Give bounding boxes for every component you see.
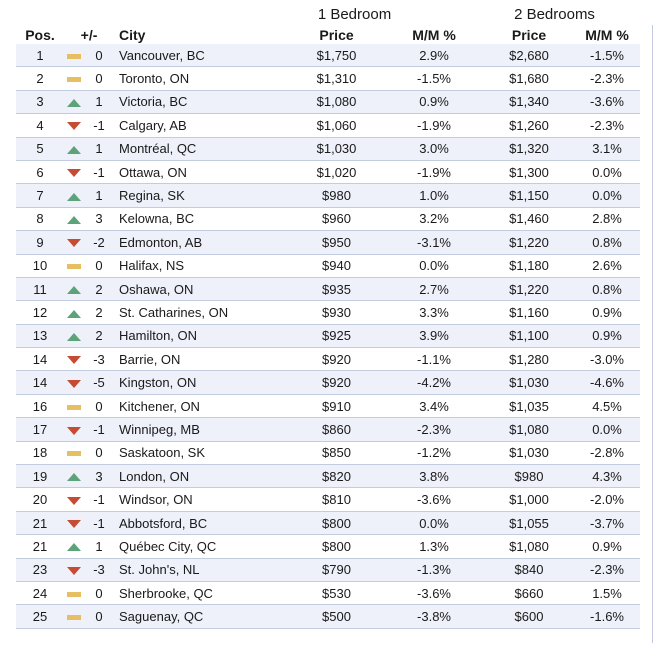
table-row [16,371,640,394]
rank-cell: 16 [16,394,64,417]
city-cell: St. Catharines, ON [114,301,289,324]
trend-icon-cell [64,394,84,417]
table-row [16,558,640,581]
city-cell: Montréal, QC [114,137,289,160]
trend-icon-cell [64,207,84,230]
trend-unchanged-icon [67,451,81,456]
change-cell: 0 [84,441,114,464]
table-row [16,348,640,371]
mm-1bed-cell: -1.2% [384,441,484,464]
trend-icon-cell [64,605,84,628]
change-cell: 3 [84,465,114,488]
header-change: +/- [64,25,114,44]
mm-2bed-cell: -2.3% [574,114,640,137]
price-1bed-cell: $920 [289,371,384,394]
price-1bed-cell: $1,060 [289,114,384,137]
mm-2bed-cell: -2.0% [574,488,640,511]
price-2bed-cell: $1,300 [484,160,574,183]
trend-down-icon [67,520,81,528]
table-row [16,441,640,464]
rank-cell: 3 [16,90,64,113]
change-cell: -3 [84,348,114,371]
trend-icon-cell [64,254,84,277]
price-1bed-cell: $980 [289,184,384,207]
change-cell: -1 [84,160,114,183]
trend-icon-cell [64,465,84,488]
price-1bed-cell: $820 [289,465,384,488]
price-1bed-cell: $1,080 [289,90,384,113]
rank-cell: 6 [16,160,64,183]
city-cell: Winnipeg, MB [114,418,289,441]
trend-down-icon [67,380,81,388]
rank-cell: 21 [16,511,64,534]
city-cell: Hamilton, ON [114,324,289,347]
table-row [16,184,640,207]
mm-1bed-cell: 3.8% [384,465,484,488]
mm-1bed-cell: 1.3% [384,535,484,558]
column-group-header [0,6,669,24]
price-1bed-cell: $850 [289,441,384,464]
mm-1bed-cell: 2.9% [384,44,484,67]
price-1bed-cell: $790 [289,558,384,581]
price-1bed-cell: $1,750 [289,44,384,67]
city-cell: Toronto, ON [114,67,289,90]
price-2bed-cell: $980 [484,465,574,488]
mm-2bed-cell: 2.6% [574,254,640,277]
table-row [16,511,640,534]
city-cell: Saguenay, QC [114,605,289,628]
change-cell: -1 [84,511,114,534]
trend-icon-cell [64,418,84,441]
group-1-bedroom: 1 Bedroom [317,6,392,23]
table-row [16,605,640,628]
change-cell: 2 [84,324,114,347]
mm-1bed-cell: 1.0% [384,184,484,207]
city-cell: Abbotsford, BC [114,511,289,534]
table-row [16,67,640,90]
trend-icon-cell [64,67,84,90]
price-2bed-cell: $840 [484,558,574,581]
mm-2bed-cell: -3.0% [574,348,640,371]
table-row [16,394,640,417]
price-2bed-cell: $660 [484,581,574,604]
mm-2bed-cell: -2.3% [574,67,640,90]
mm-2bed-cell: 0.9% [574,535,640,558]
table-row [16,581,640,604]
header-price-1bed: Price [289,25,384,44]
mm-1bed-cell: 3.4% [384,394,484,417]
price-1bed-cell: $1,020 [289,160,384,183]
city-cell: London, ON [114,465,289,488]
city-cell: St. John's, NL [114,558,289,581]
header-city: City [114,25,289,44]
mm-2bed-cell: -3.6% [574,90,640,113]
mm-1bed-cell: -3.1% [384,231,484,254]
trend-down-icon [67,122,81,130]
price-1bed-cell: $860 [289,418,384,441]
trend-icon-cell [64,371,84,394]
trend-up-icon [67,99,81,107]
trend-down-icon [67,239,81,247]
change-cell: 1 [84,184,114,207]
trend-unchanged-icon [67,405,81,410]
trend-icon-cell [64,90,84,113]
mm-1bed-cell: -1.9% [384,160,484,183]
price-2bed-cell: $1,080 [484,535,574,558]
city-cell: Windsor, ON [114,488,289,511]
city-cell: Vancouver, BC [114,44,289,67]
change-cell: 0 [84,581,114,604]
trend-up-icon [67,193,81,201]
trend-unchanged-icon [67,264,81,269]
trend-unchanged-icon [67,77,81,82]
price-2bed-cell: $1,035 [484,394,574,417]
price-1bed-cell: $800 [289,535,384,558]
change-cell: -1 [84,418,114,441]
trend-up-icon [67,216,81,224]
change-cell: -3 [84,558,114,581]
mm-2bed-cell: -1.6% [574,605,640,628]
mm-1bed-cell: -1.1% [384,348,484,371]
city-cell: Halifax, NS [114,254,289,277]
mm-2bed-cell: 0.8% [574,277,640,300]
price-2bed-cell: $2,680 [484,44,574,67]
price-2bed-cell: $1,680 [484,67,574,90]
rank-cell: 12 [16,301,64,324]
change-cell: -5 [84,371,114,394]
change-cell: -1 [84,488,114,511]
price-1bed-cell: $530 [289,581,384,604]
rank-cell: 21 [16,535,64,558]
mm-2bed-cell: 1.5% [574,581,640,604]
change-cell: 0 [84,605,114,628]
mm-2bed-cell: -3.7% [574,511,640,534]
mm-1bed-cell: -3.6% [384,581,484,604]
table-row [16,418,640,441]
rank-cell: 4 [16,114,64,137]
change-cell: 2 [84,277,114,300]
trend-down-icon [67,427,81,435]
price-2bed-cell: $1,320 [484,137,574,160]
mm-1bed-cell: 0.9% [384,90,484,113]
trend-up-icon [67,286,81,294]
price-2bed-cell: $1,340 [484,90,574,113]
rank-cell: 24 [16,581,64,604]
trend-unchanged-icon [67,615,81,620]
table-row [16,324,640,347]
table-row [16,231,640,254]
mm-1bed-cell: 3.2% [384,207,484,230]
change-cell: 3 [84,207,114,230]
table-row [16,207,640,230]
trend-icon-cell [64,535,84,558]
city-cell: Edmonton, AB [114,231,289,254]
rank-cell: 11 [16,277,64,300]
price-2bed-cell: $1,000 [484,488,574,511]
city-cell: Kingston, ON [114,371,289,394]
trend-unchanged-icon [67,592,81,597]
price-1bed-cell: $1,310 [289,67,384,90]
table-row [16,465,640,488]
price-2bed-cell: $1,150 [484,184,574,207]
mm-2bed-cell: 2.8% [574,207,640,230]
trend-unchanged-icon [67,54,81,59]
change-cell: 0 [84,254,114,277]
price-2bed-cell: $1,460 [484,207,574,230]
mm-1bed-cell: -1.3% [384,558,484,581]
change-cell: 0 [84,394,114,417]
rank-cell: 14 [16,371,64,394]
rank-cell: 23 [16,558,64,581]
city-cell: Victoria, BC [114,90,289,113]
price-2bed-cell: $1,055 [484,511,574,534]
mm-2bed-cell: 0.9% [574,301,640,324]
price-1bed-cell: $940 [289,254,384,277]
price-1bed-cell: $1,030 [289,137,384,160]
trend-icon-cell [64,488,84,511]
price-2bed-cell: $1,100 [484,324,574,347]
rank-cell: 14 [16,348,64,371]
rank-cell: 19 [16,465,64,488]
price-1bed-cell: $500 [289,605,384,628]
group-2-bedrooms: 2 Bedrooms [514,6,595,23]
city-cell: Regina, SK [114,184,289,207]
table-row [16,137,640,160]
header-pos: Pos. [16,25,64,44]
rank-cell: 5 [16,137,64,160]
table-row [16,535,640,558]
mm-2bed-cell: 0.0% [574,184,640,207]
change-cell: -1 [84,114,114,137]
trend-icon-cell [64,301,84,324]
price-1bed-cell: $800 [289,511,384,534]
table-row [16,254,640,277]
price-1bed-cell: $960 [289,207,384,230]
price-2bed-cell: $1,220 [484,277,574,300]
rank-cell: 7 [16,184,64,207]
price-2bed-cell: $600 [484,605,574,628]
mm-1bed-cell: -3.6% [384,488,484,511]
trend-icon-cell [64,44,84,67]
trend-icon-cell [64,511,84,534]
price-2bed-cell: $1,030 [484,441,574,464]
mm-1bed-cell: 3.3% [384,301,484,324]
mm-2bed-cell: 3.1% [574,137,640,160]
mm-2bed-cell: -2.8% [574,441,640,464]
mm-1bed-cell: 0.0% [384,254,484,277]
price-2bed-cell: $1,260 [484,114,574,137]
price-1bed-cell: $920 [289,348,384,371]
trend-icon-cell [64,277,84,300]
mm-1bed-cell: -2.3% [384,418,484,441]
trend-down-icon [67,567,81,575]
mm-2bed-cell: -4.6% [574,371,640,394]
mm-2bed-cell: 0.0% [574,160,640,183]
price-1bed-cell: $935 [289,277,384,300]
change-cell: 0 [84,44,114,67]
header-price-2bed: Price [484,25,574,44]
city-cell: Québec City, QC [114,535,289,558]
price-1bed-cell: $910 [289,394,384,417]
city-cell: Oshawa, ON [114,277,289,300]
trend-icon-cell [64,348,84,371]
table-right-border [652,25,653,643]
price-1bed-cell: $950 [289,231,384,254]
trend-down-icon [67,497,81,505]
mm-1bed-cell: -1.5% [384,67,484,90]
mm-1bed-cell: -1.9% [384,114,484,137]
mm-1bed-cell: -3.8% [384,605,484,628]
table-row [16,301,640,324]
city-cell: Kitchener, ON [114,394,289,417]
rank-cell: 17 [16,418,64,441]
table-row [16,160,640,183]
city-cell: Calgary, AB [114,114,289,137]
rank-cell: 10 [16,254,64,277]
city-cell: Sherbrooke, QC [114,581,289,604]
rank-cell: 9 [16,231,64,254]
change-cell: 1 [84,137,114,160]
trend-icon-cell [64,441,84,464]
price-2bed-cell: $1,160 [484,301,574,324]
mm-2bed-cell: 4.3% [574,465,640,488]
mm-1bed-cell: -4.2% [384,371,484,394]
city-cell: Ottawa, ON [114,160,289,183]
rank-cell: 1 [16,44,64,67]
mm-2bed-cell: 4.5% [574,394,640,417]
mm-1bed-cell: 2.7% [384,277,484,300]
trend-icon-cell [64,581,84,604]
price-2bed-cell: $1,030 [484,371,574,394]
change-cell: 0 [84,67,114,90]
price-2bed-cell: $1,180 [484,254,574,277]
mm-1bed-cell: 3.9% [384,324,484,347]
rank-cell: 18 [16,441,64,464]
price-1bed-cell: $930 [289,301,384,324]
trend-icon-cell [64,184,84,207]
trend-icon-cell [64,231,84,254]
rent-table [16,25,640,629]
trend-up-icon [67,473,81,481]
table-row [16,90,640,113]
change-cell: -2 [84,231,114,254]
mm-2bed-cell: 0.8% [574,231,640,254]
city-cell: Barrie, ON [114,348,289,371]
mm-2bed-cell: 0.9% [574,324,640,347]
price-2bed-cell: $1,080 [484,418,574,441]
trend-icon-cell [64,160,84,183]
trend-icon-cell [64,137,84,160]
rank-cell: 2 [16,67,64,90]
change-cell: 1 [84,90,114,113]
mm-1bed-cell: 3.0% [384,137,484,160]
trend-icon-cell [64,114,84,137]
city-cell: Kelowna, BC [114,207,289,230]
price-1bed-cell: $810 [289,488,384,511]
change-cell: 1 [84,535,114,558]
table-row [16,488,640,511]
header-mm-1bed: M/M % [384,25,484,44]
rank-cell: 25 [16,605,64,628]
mm-2bed-cell: 0.0% [574,418,640,441]
header-mm-2bed: M/M % [574,25,640,44]
city-cell: Saskatoon, SK [114,441,289,464]
trend-up-icon [67,543,81,551]
table-body [16,44,640,628]
mm-2bed-cell: -2.3% [574,558,640,581]
trend-up-icon [67,333,81,341]
rank-cell: 20 [16,488,64,511]
rank-cell: 13 [16,324,64,347]
trend-down-icon [67,356,81,364]
rank-cell: 8 [16,207,64,230]
table-header-row [16,25,640,44]
trend-up-icon [67,146,81,154]
price-2bed-cell: $1,220 [484,231,574,254]
table-row [16,44,640,67]
mm-1bed-cell: 0.0% [384,511,484,534]
change-cell: 2 [84,301,114,324]
table-row [16,114,640,137]
price-1bed-cell: $925 [289,324,384,347]
trend-icon-cell [64,558,84,581]
trend-down-icon [67,169,81,177]
mm-2bed-cell: -1.5% [574,44,640,67]
price-2bed-cell: $1,280 [484,348,574,371]
trend-icon-cell [64,324,84,347]
trend-up-icon [67,310,81,318]
table-row [16,277,640,300]
